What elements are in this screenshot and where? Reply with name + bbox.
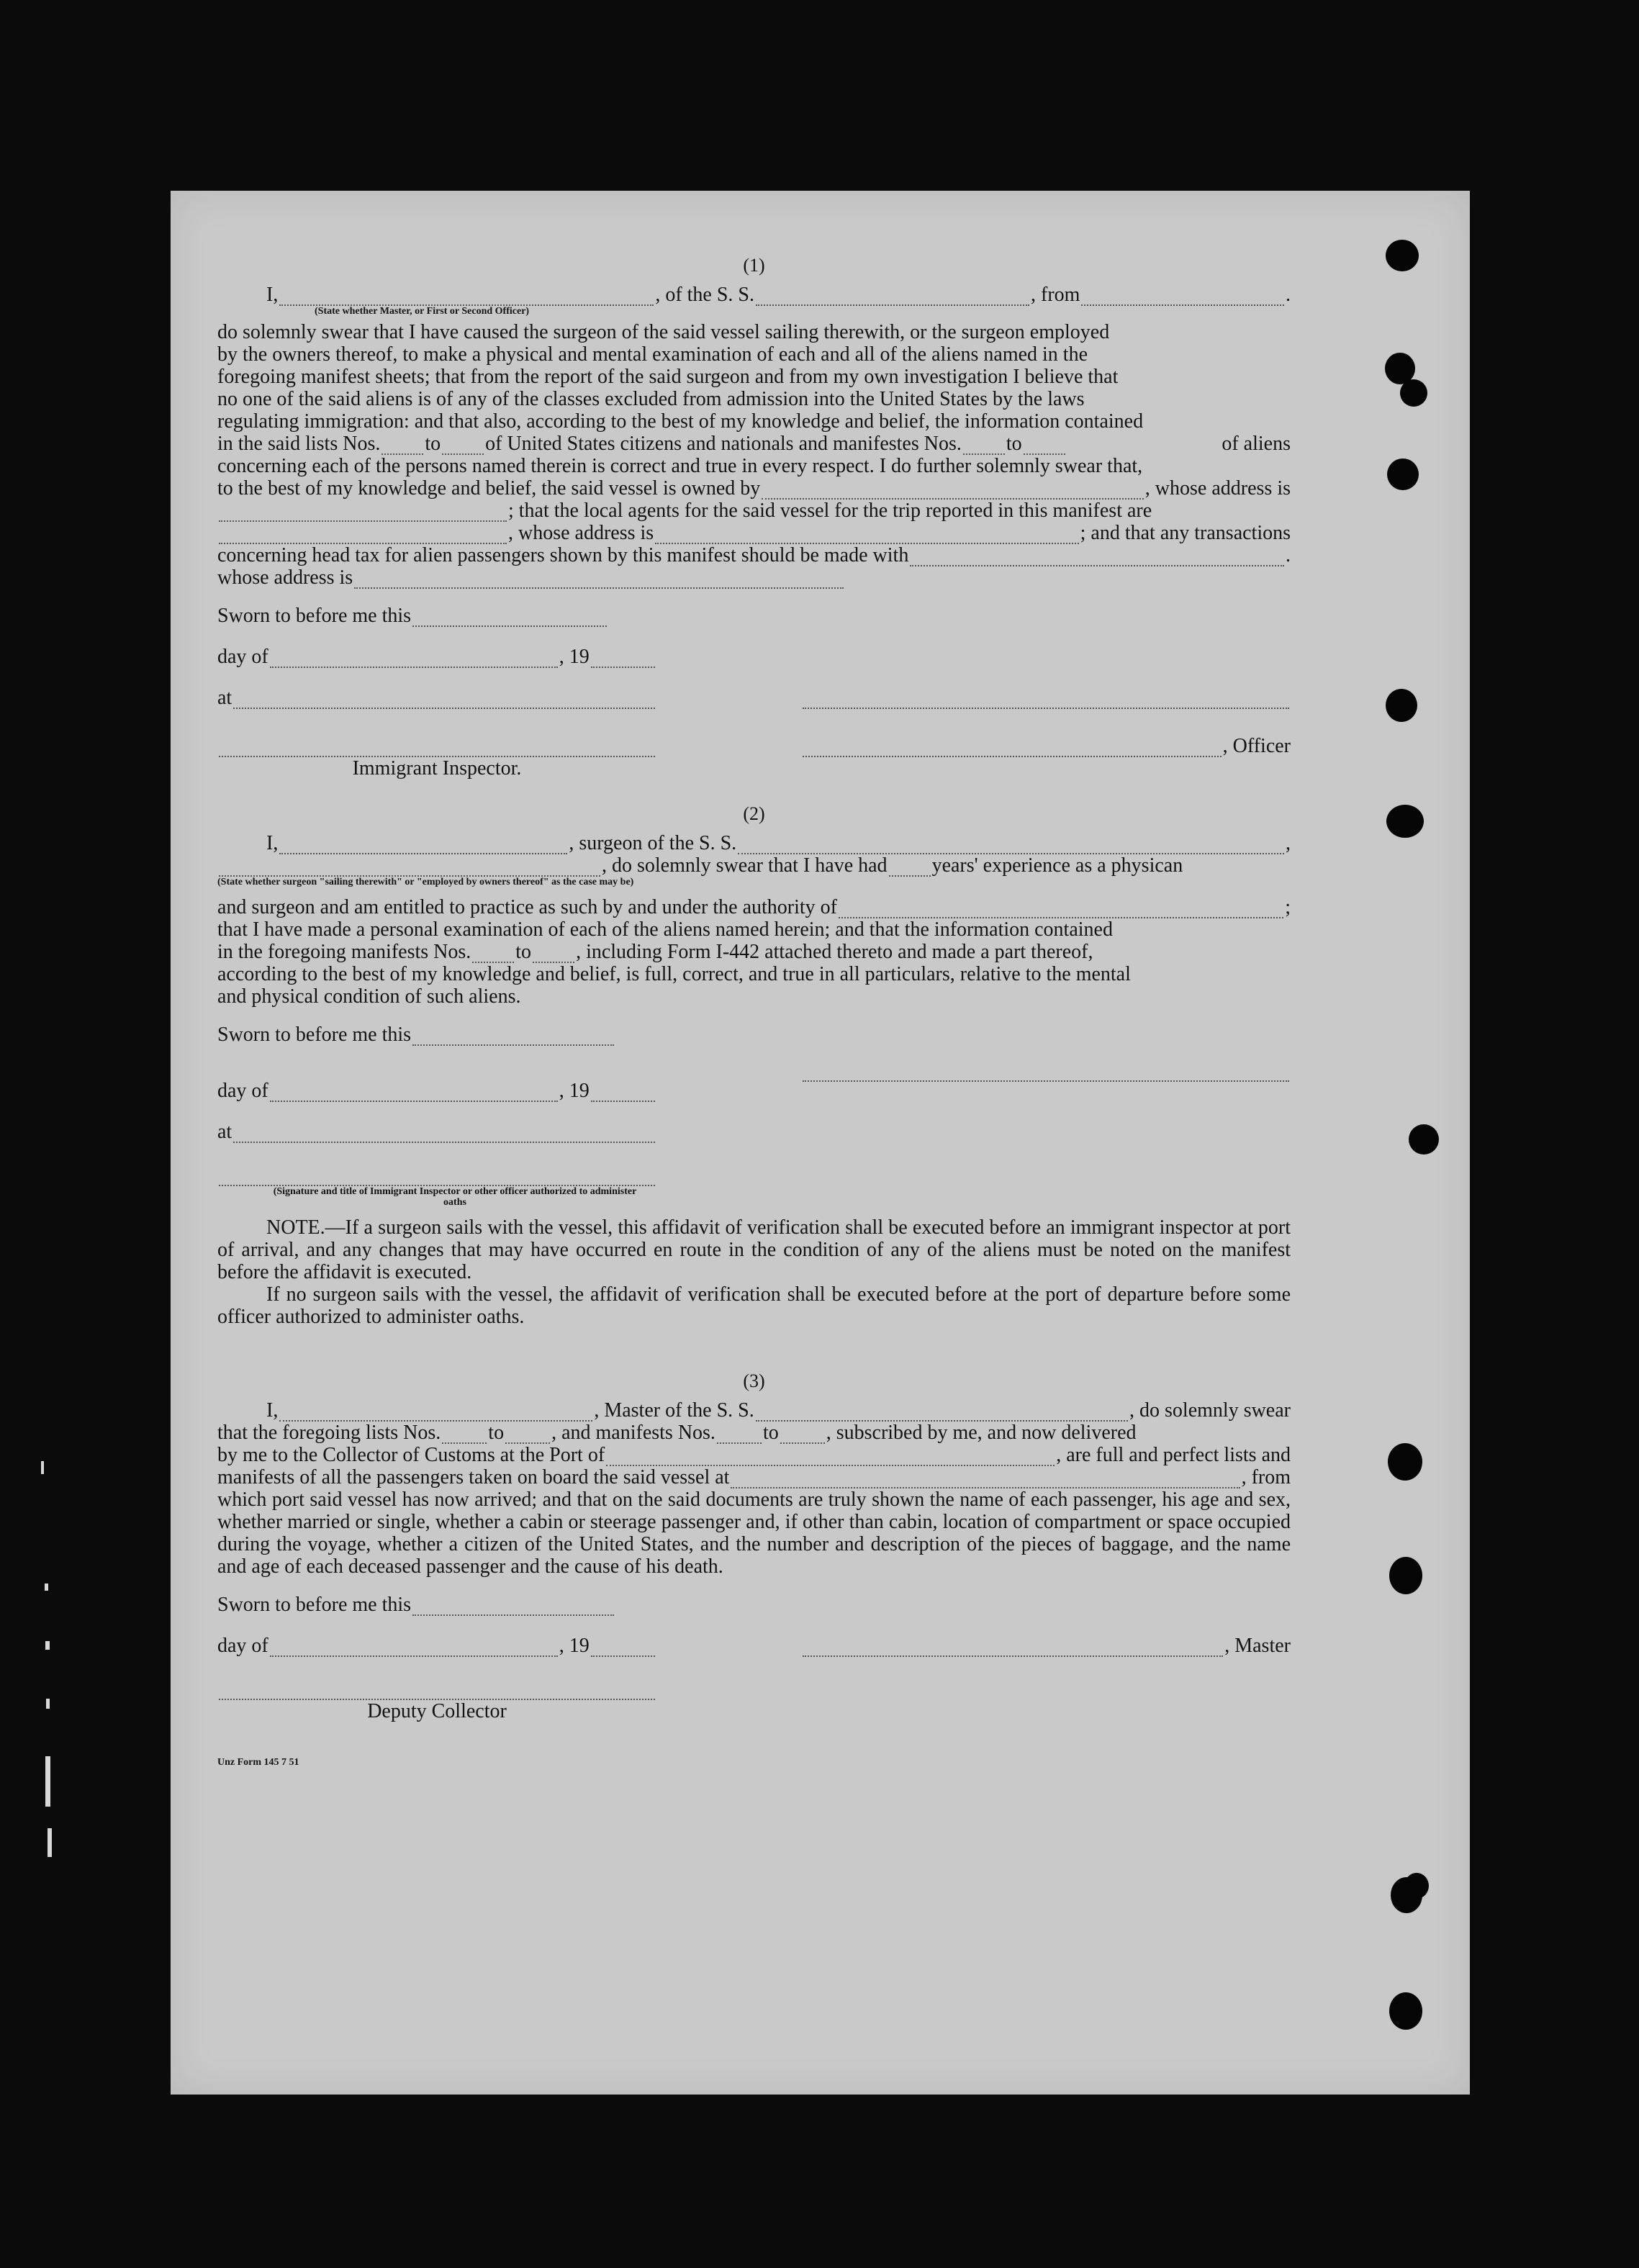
binder-hole [1386, 240, 1419, 271]
binder-hole [1388, 1443, 1422, 1481]
deputy-title: Deputy Collector [367, 1700, 507, 1722]
film-edge-mark [48, 1828, 52, 1857]
sworn-line-1 [217, 605, 1291, 627]
lists-line [217, 433, 1291, 455]
vessel-name-blank[interactable] [756, 289, 1029, 306]
manifests-to-blank[interactable] [780, 1427, 825, 1444]
head-tax-address-blank[interactable] [354, 571, 844, 589]
day-row-1 [217, 646, 1291, 668]
list-from-blank[interactable] [381, 438, 423, 455]
binder-hole [1387, 458, 1419, 490]
master-vessel-blank[interactable] [756, 1404, 1128, 1422]
label-to: to [762, 1422, 779, 1444]
period: . [1286, 544, 1291, 566]
day-row-2 [217, 1065, 1291, 1102]
label-local-agents: ; that the local agents for the said vessel for the trip reported in this manifest are [508, 500, 1152, 522]
label-to: to [488, 1422, 505, 1444]
oath-line-1: do solemnly swear that I have caused the surgeon of the said vessel sailing therewith, or the surgeon employed [217, 321, 1110, 343]
section-3-line-3 [217, 1444, 1291, 1466]
section-3-line-2 [217, 1422, 1291, 1444]
inspector-signature-blank[interactable] [219, 1169, 655, 1186]
surgeon-status-blank[interactable] [219, 859, 600, 877]
at-line-2 [217, 1121, 656, 1143]
label-to: to [1006, 433, 1022, 455]
label-year: , 19 [559, 1080, 590, 1102]
label-i: I, [266, 832, 279, 854]
officer-signature-blank[interactable] [803, 740, 1222, 757]
manifests-from-blank[interactable] [717, 1427, 762, 1444]
label-i: I, [266, 284, 279, 306]
belief-line: according to the best of my knowledge and belief, is full, correct, and true in all particulars, relative to the mental [217, 963, 1131, 985]
agents-address-blank[interactable] [655, 527, 1078, 544]
film-edge-mark [46, 1699, 50, 1709]
label-manifests-nos: , and manifests Nos. [551, 1422, 715, 1444]
at-row-1 [217, 687, 1291, 709]
label-lists-nos: in the said lists Nos. [217, 433, 381, 455]
examined-line: that I have made a personal examination of each of the aliens named herein; and that the information contained [217, 918, 1113, 941]
binder-hole [1386, 805, 1424, 838]
year-blank[interactable] [591, 651, 655, 668]
owned-line [217, 477, 1291, 500]
surgeon-vessel-blank[interactable] [738, 837, 1284, 854]
form-sheet [171, 191, 1470, 2095]
label-transactions: ; and that any transactions [1080, 522, 1291, 544]
section-2-number: (2) [743, 803, 765, 824]
day-line [217, 1080, 656, 1102]
day-blank[interactable] [270, 1085, 558, 1102]
label-whose-address: , whose address is [508, 522, 654, 544]
section-3-body: which port said vessel has now arrived; and that on the said documents are truly shown the name of each passenger, his age and sex, whether married or single, whether a cabin or steerage passenger and, if other than cabin, location of compartment or space occupied during the voyage, whether a citizen of the United States, and the number and description of the pieces of baggage, and the name and age of each deceased passenger and the cause of his death. [217, 1488, 1291, 1578]
label-master: , Master [1224, 1635, 1291, 1657]
binder-hole [1389, 1992, 1422, 2030]
label-surgeon-of-ss: , surgeon of the S. S. [569, 832, 737, 854]
signature-title-note: (Signature and title of Immigrant Inspector or other officer authorized to administer oaths [273, 1186, 637, 1208]
binder-hole [1404, 1873, 1429, 1899]
lists-from-blank[interactable] [442, 1427, 487, 1444]
label-day-of: day of [217, 646, 268, 668]
year-blank[interactable] [591, 1085, 655, 1102]
label-solemnly-swear: , do solemnly swear [1129, 1399, 1291, 1422]
sworn-blank[interactable] [412, 1029, 614, 1046]
label-full-perfect: , are full and perfect lists and [1056, 1444, 1291, 1466]
inspector-signature-blank[interactable] [219, 740, 655, 757]
label-year: , 19 [559, 646, 590, 668]
head-tax-line [217, 544, 1291, 566]
deputy-sig-line [217, 1683, 656, 1700]
oath-line-2: by the owners thereof, to make a physical and mental examination of each and all of the aliens named in the [217, 343, 1088, 366]
section-1-line-1 [217, 284, 1291, 306]
master-signature-blank[interactable] [803, 1640, 1223, 1657]
label-whose-address: whose address is [217, 566, 353, 589]
year-blank[interactable] [591, 1640, 655, 1657]
label-day-of: day of [217, 1635, 268, 1657]
label-to: to [515, 941, 532, 963]
years-blank[interactable] [889, 859, 931, 877]
oath-line-3: foregoing manifest sheets; that from the report of the said surgeon and from my own investigation I believe that [217, 366, 1119, 388]
day-row-3 [217, 1635, 1291, 1657]
port-from-blank[interactable] [1081, 289, 1284, 306]
sworn-line-3 [217, 1594, 1291, 1616]
surgeon-sig-line [801, 1065, 1291, 1082]
owner-address-blank[interactable] [219, 505, 507, 522]
form-content [217, 254, 1291, 1774]
deputy-signature-blank[interactable] [219, 1683, 655, 1700]
label-taken-on-board: manifests of all the passengers taken on board the said vessel at [217, 1466, 730, 1488]
label-sworn: Sworn to before me this [217, 605, 412, 627]
label-of-ss: , of the S. S. [655, 284, 755, 306]
signature-row-1 [217, 735, 1291, 757]
manifests-to-blank[interactable] [533, 946, 574, 963]
note-paragraph-1: NOTE.—If a surgeon sails with the vessel, this affidavit of verification shall be executed before an immigrant inspector at port of arrival, and any changes that may have occurred en route in the condition of any of the aliens must be noted on the manifest before the affidavit is executed. [217, 1216, 1291, 1283]
label-subscribed: , subscribed by me, and now delivered [826, 1422, 1137, 1444]
embark-port-blank[interactable] [731, 1471, 1240, 1488]
label-to: to [425, 433, 441, 455]
sworn-blank[interactable] [412, 610, 607, 627]
film-edge-mark [45, 1756, 50, 1807]
period: . [1286, 284, 1291, 306]
rank-note: (State whether Master, or First or Second Officer) [315, 306, 530, 317]
section-3-number: (3) [743, 1370, 765, 1391]
oath-line-5: regulating immigration: and that also, according to the best of my knowledge and belief, the information contained [217, 410, 1144, 433]
label-collector-port: by me to the Collector of Customs at the Port of [217, 1444, 605, 1466]
binder-hole [1389, 1557, 1422, 1594]
form-number: Unz Form 145 7 51 [217, 1757, 299, 1768]
master-sig-line [801, 1635, 1291, 1657]
label-year: , 19 [559, 1635, 590, 1657]
binder-hole [1409, 1124, 1439, 1155]
note-paragraph-2: If no surgeon sails with the vessel, the affidavit of verification shall be executed before at the port of departure before some officer authorized to administer oaths. [217, 1283, 1291, 1328]
surgeon-status-note: (State whether surgeon "sailing therewith" or "employed by owners thereof" as the case may be) [217, 877, 634, 887]
inspector-title: Immigrant Inspector. [352, 757, 522, 780]
label-master-of-ss: , Master of the S. S. [594, 1399, 754, 1422]
owner-blank[interactable] [762, 482, 1144, 500]
at-blank[interactable] [233, 1126, 655, 1143]
officer-rank-blank[interactable] [279, 289, 654, 306]
label-i: I, [266, 1399, 279, 1422]
film-edge-mark [41, 1461, 44, 1474]
section-2-line-2 [217, 854, 1291, 877]
inspector-sig-line [217, 740, 656, 757]
label-form-i442: , including Form I-442 attached thereto and made a part thereof, [576, 941, 1093, 963]
label-from: , from [1241, 1466, 1291, 1488]
label-sworn: Sworn to before me this [217, 1594, 412, 1616]
label-at: at [217, 687, 232, 709]
semicolon: ; [1285, 896, 1291, 918]
binder-hole [1400, 379, 1427, 407]
label-years-experience: , do solemnly swear that I have had [602, 854, 888, 877]
agents-address-line [217, 522, 1291, 544]
head-tax-blank[interactable] [910, 549, 1284, 566]
label-of-aliens: of aliens [1222, 433, 1291, 455]
lists-to-blank[interactable] [505, 1427, 550, 1444]
sworn-blank[interactable] [412, 1599, 614, 1616]
authority-blank[interactable] [839, 901, 1283, 918]
label-manifests-nos: in the foregoing manifests Nos. [217, 941, 471, 963]
label-from: , from [1031, 284, 1080, 306]
port-blank[interactable] [606, 1449, 1055, 1466]
oath-line-4: no one of the said aliens is of any of the classes excluded from admission into the United States by the laws [217, 388, 1085, 410]
label-officer: , Officer [1222, 735, 1291, 757]
sworn-line-2 [217, 1024, 1291, 1046]
label-head-tax: concerning head tax for alien passengers shown by this manifest should be made with [217, 544, 909, 566]
section-1-number: (1) [743, 255, 765, 276]
section-3-line-1 [217, 1399, 1291, 1422]
officer-upper-blank[interactable] [803, 692, 1289, 709]
whose-address-line [217, 566, 1291, 589]
day-line [217, 1635, 656, 1657]
label-physician: years' experience as a physican [931, 854, 1183, 877]
film-edge-mark [45, 1641, 50, 1650]
condition-line: and physical condition of such aliens. [217, 985, 521, 1008]
at-line [217, 687, 656, 709]
label-day-of: day of [217, 1080, 268, 1102]
day-blank[interactable] [270, 651, 558, 668]
day-line [217, 646, 656, 668]
label-at: at [217, 1121, 232, 1143]
film-edge-mark [45, 1583, 48, 1591]
agents-line [217, 500, 1291, 522]
authority-line [217, 896, 1291, 918]
label-authority: and surgeon and am entitled to practice as such by and under the authority of [217, 896, 837, 918]
comma: , [1286, 832, 1291, 854]
surgeon-signature-blank[interactable] [803, 1065, 1289, 1082]
list-to-blank[interactable] [442, 438, 484, 455]
manifests-line [217, 941, 1291, 963]
manifest-to-blank[interactable] [1024, 438, 1065, 455]
master-name-blank[interactable] [279, 1404, 592, 1422]
surgeon-name-blank[interactable] [279, 837, 567, 854]
label-citizens-manifests: of United States citizens and nationals and manifestes Nos. [485, 433, 962, 455]
day-blank[interactable] [270, 1640, 558, 1657]
section-2-line-1 [217, 832, 1291, 854]
officer-sig-upper [801, 692, 1291, 709]
manifests-from-blank[interactable] [472, 946, 514, 963]
label-whose-address: , whose address is [1144, 477, 1291, 500]
label-lists-nos: that the foregoing lists Nos. [217, 1422, 441, 1444]
label-owned-by: to the best of my knowledge and belief, the said vessel is owned by [217, 477, 761, 500]
officer-sig-line [801, 735, 1291, 757]
label-sworn: Sworn to before me this [217, 1024, 412, 1046]
section-3-line-4 [217, 1466, 1291, 1488]
manifest-from-blank[interactable] [963, 438, 1005, 455]
inspector-sig-line-2 [217, 1169, 656, 1186]
at-blank[interactable] [233, 692, 655, 709]
binder-hole [1386, 689, 1417, 722]
agents-blank[interactable] [219, 527, 507, 544]
concerning-line: concerning each of the persons named therein is correct and true in every respect. I do further solemnly swear that, [217, 455, 1143, 477]
